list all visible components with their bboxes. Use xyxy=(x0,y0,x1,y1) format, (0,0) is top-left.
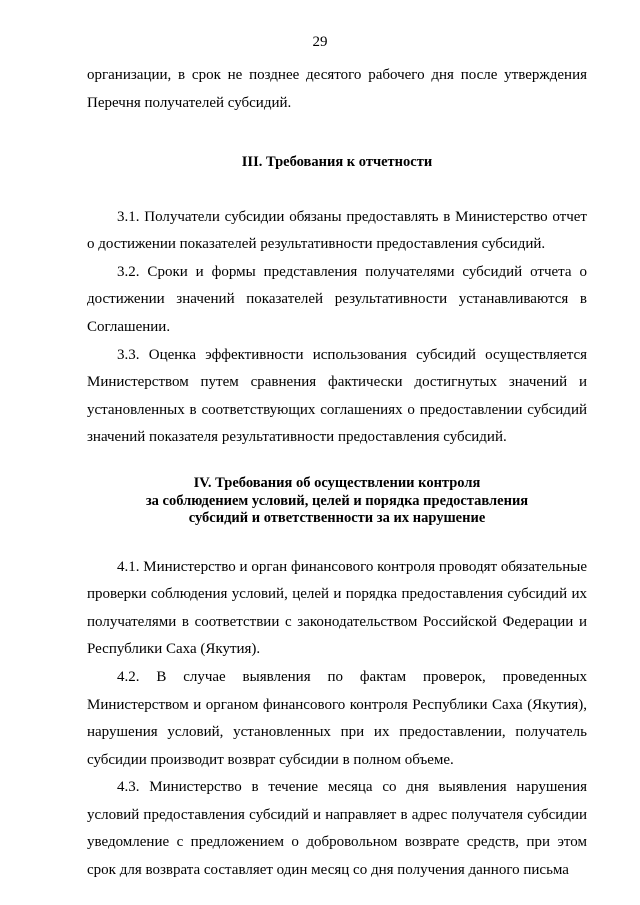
paragraph-4-2: 4.2. В случае выявления по фактам проверок, проведенных Министерством и органом финансового контроля Республики Саха (Якутия), нарушения условий, установленных при их предоставлении, получатель субсидии производит возврат субсидии в полном объеме. xyxy=(87,668,587,768)
paragraph-3-3: 3.3. Оценка эффективности использования субсидий осуществляется Министерством путем сравнения фактически достигнутых значений и установленных в соответствующих соглашениях о предоставлении субсидий значений показателя результативности предоставления субсидий. xyxy=(87,346,587,446)
paragraph-3-2: 3.2. Сроки и формы представления получателями субсидий отчета о достижении значений показателей результативности устанавливаются в Соглашении. xyxy=(87,263,587,336)
section-4-heading-line-3: субсидий и ответственности за их нарушение xyxy=(188,510,486,527)
document-body xyxy=(87,62,587,885)
intro-paragraph: организации, в срок не позднее десятого рабочего дня после утверждения Перечня получателей субсидий. xyxy=(87,67,587,111)
section-4-heading-line-2: за соблюдением условий, целей и порядка предоставления xyxy=(145,492,529,509)
page-number: 29 xyxy=(312,34,328,50)
section-4-heading xyxy=(87,475,587,528)
section-4-heading-line-1: IV. Требования об осуществлении контроля xyxy=(193,475,481,492)
paragraph-4-1: 4.1. Министерство и орган финансового контроля проводят обязательные проверки соблюдения условий, целей и порядка предоставления субсидий их получателями в соответствии с законодательством Российской Федерации и Республики Саха (Якутия). xyxy=(87,558,587,658)
paragraph-3-1: 3.1. Получатели субсидии обязаны предоставлять в Министерство отчет о достижении показателей результативности предоставления субсидий. xyxy=(87,208,587,253)
section-3-heading-text: III. Требования к отчетности xyxy=(241,154,433,171)
paragraph-4-3: 4.3. Министерство в течение месяца со дня выявления нарушения условий предоставления субсидий и направляет в адрес получателя субсидии уведомление с предложением о добровольном возврате средств, при этом срок для возврата составляет один месяц со дня получения данного письма xyxy=(87,779,587,879)
section-3-heading xyxy=(87,154,587,172)
